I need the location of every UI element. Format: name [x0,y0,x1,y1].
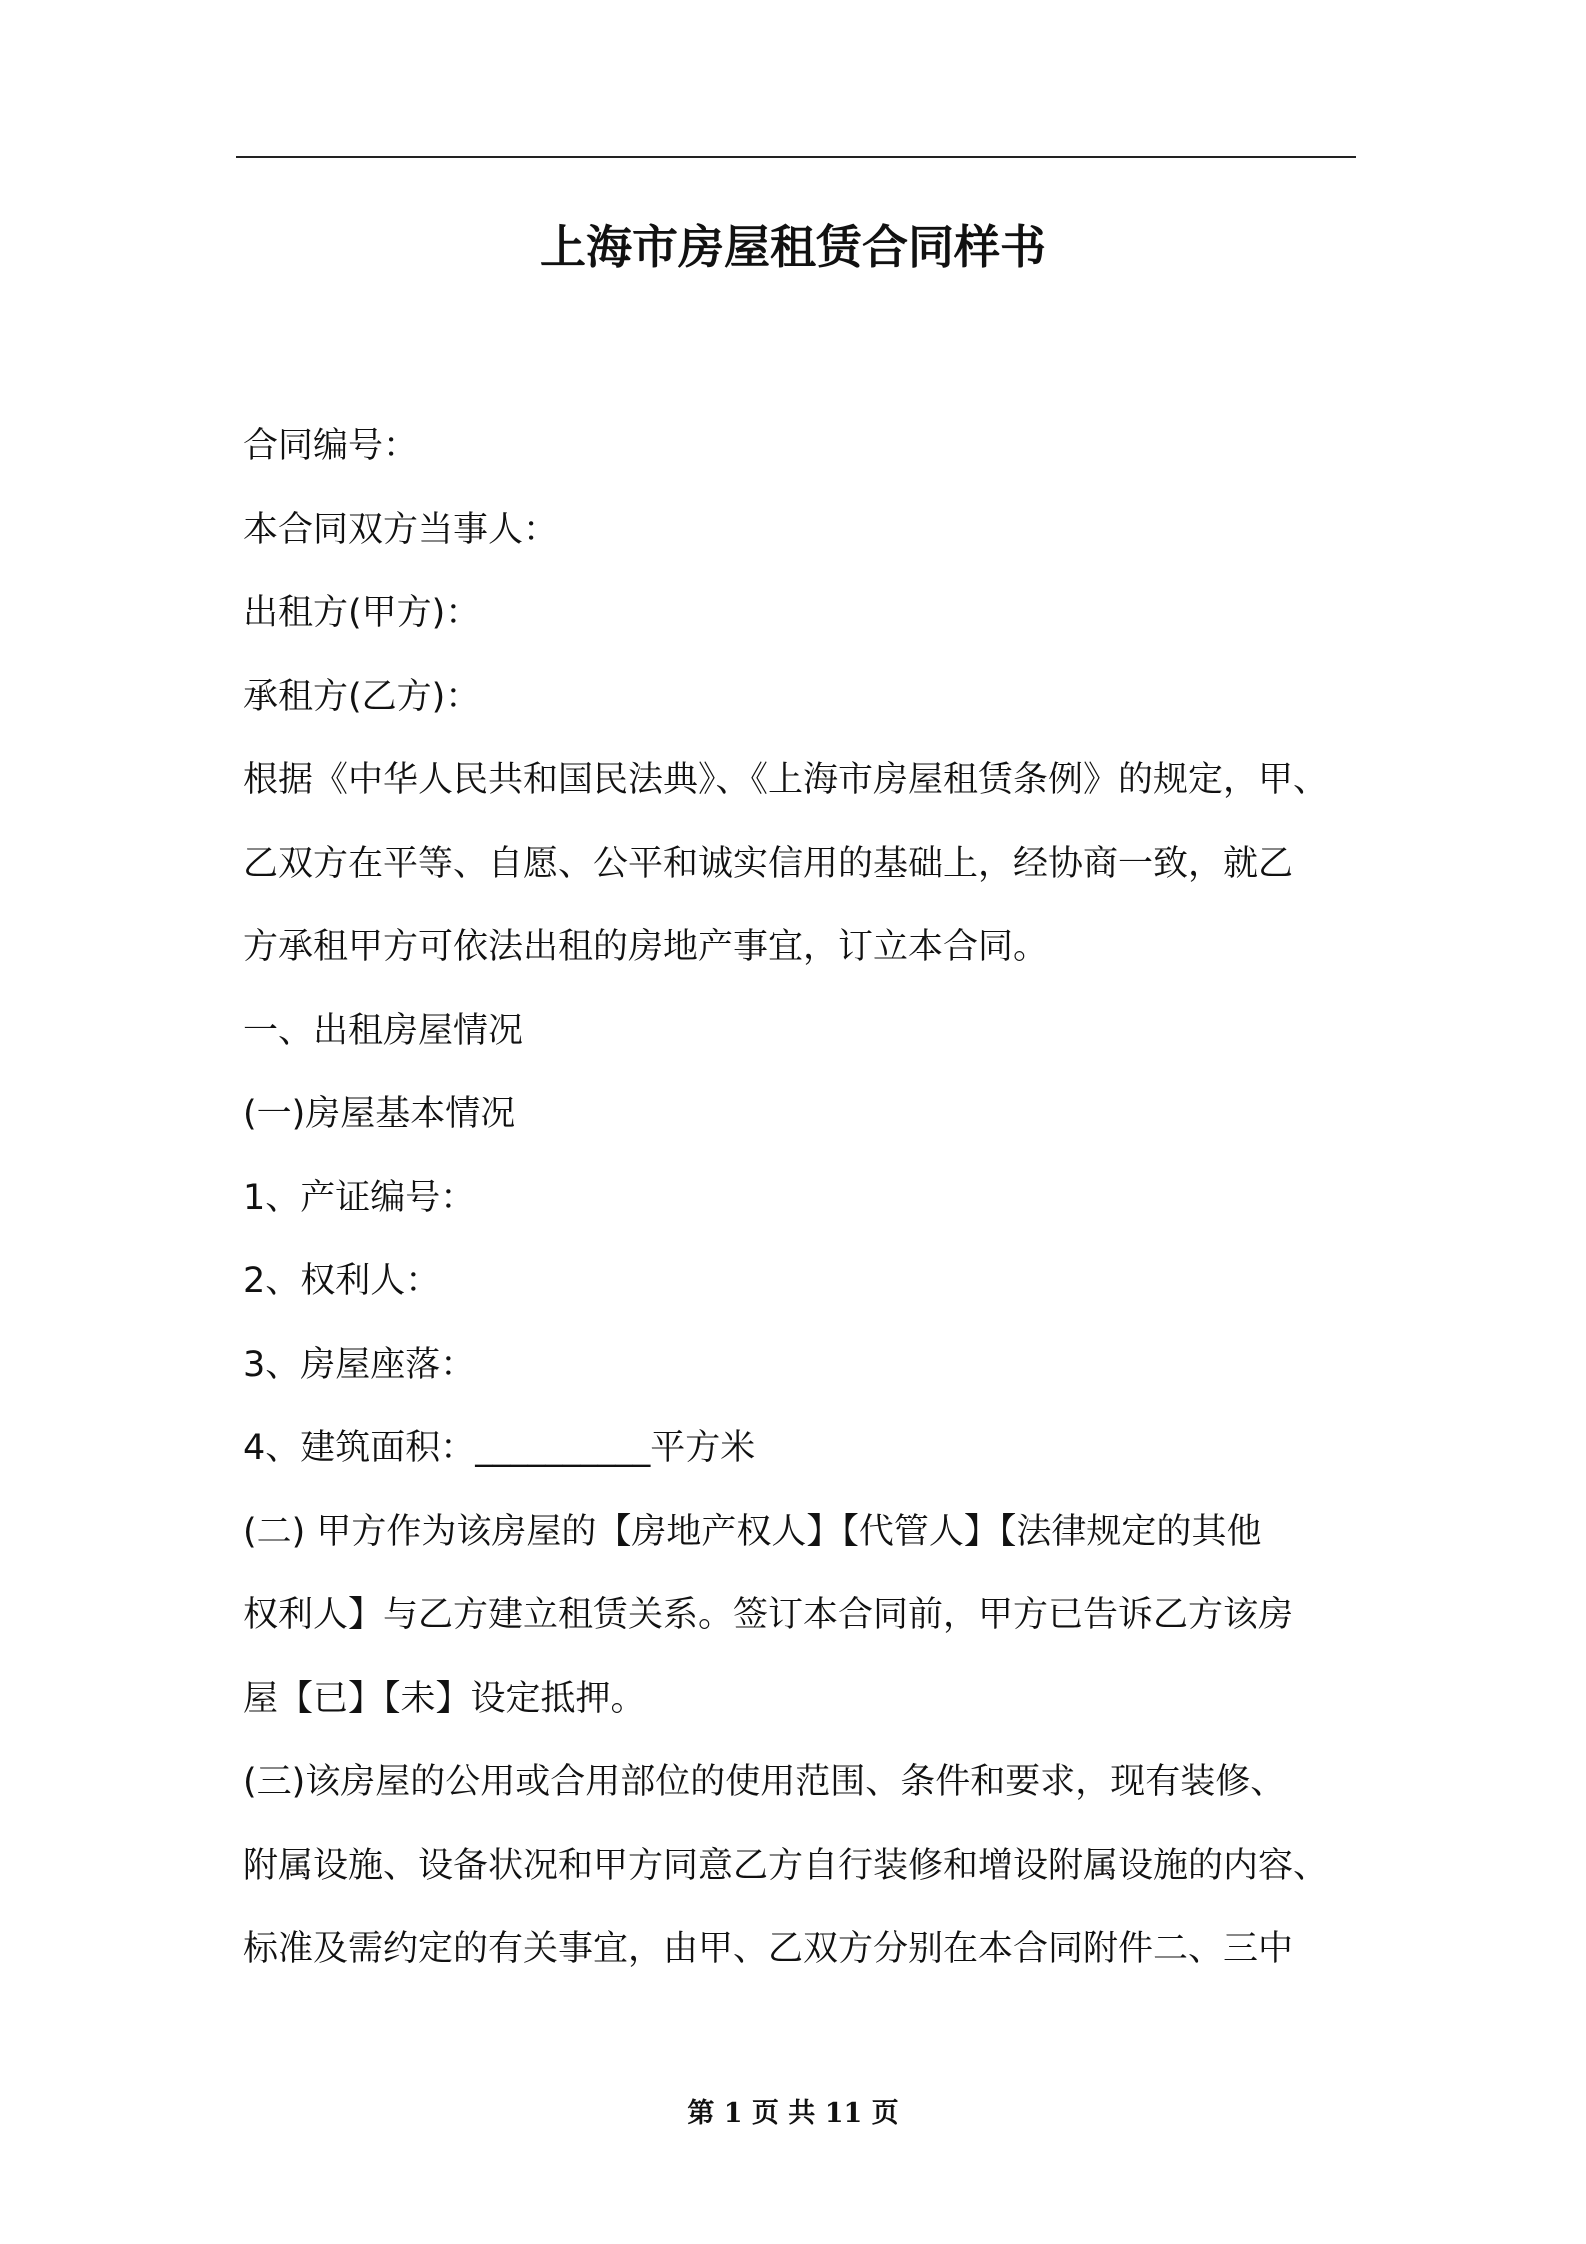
preamble-line-1: 根据《中华人民共和国民法典》、《上海市房屋租赁条例》的规定，甲、 [243,760,1329,800]
item-certificate-number: 1、产证编号： [243,1177,476,1218]
header-rule [236,156,1356,158]
preamble-line-3: 方承租甲方可依法出租的房地产事宜，订立本合同。 [243,927,1049,967]
clause-three-line-1: (三)该房屋的公用或合用部位的使用范围、条件和要求，现有装修、 [243,1762,1286,1802]
item-property-location: 3、房屋座落： [243,1344,476,1385]
lessee-line: 承租方(乙方)： [243,676,481,717]
item-rights-holder: 2、权利人： [243,1261,441,1301]
section-heading: 一、出租房屋情况 [243,1010,524,1051]
clause-two-line-2: 权利人】与乙方建立租赁关系。签订本合同前，甲方已告诉乙方该房 [243,1595,1294,1635]
clause-three-line-2: 附属设施、设备状况和甲方同意乙方自行装修和增设附属设施的内容、 [243,1845,1329,1886]
preamble-line-2: 乙双方在平等、自愿、公平和诚实信用的基础上，经协商一致，就乙 [243,843,1294,884]
item-floor-area: 4、建筑面积：__________平方米 [243,1428,756,1468]
subsection-heading: (一)房屋基本情况 [243,1094,516,1134]
clause-two-line-1: (二) 甲方作为该房屋的【房地产权人】【代管人】【法律规定的其他 [243,1511,1262,1552]
clause-three-line-3: 标准及需约定的有关事宜，由甲、乙双方分别在本合同附件二、三中 [243,1929,1294,1969]
document-title: 上海市房屋租赁合同样书 [540,220,1046,274]
clause-two-line-3: 屋【已】【未】设定抵押。 [243,1678,646,1719]
parties-heading-line: 本合同双方当事人： [243,509,559,550]
lessor-line: 出租方(甲方)： [243,593,481,633]
document-body [243,405,1363,1992]
page-footer: 第 1 页 共 11 页 [687,2098,899,2129]
contract-number-line: 合同编号： [243,426,419,466]
